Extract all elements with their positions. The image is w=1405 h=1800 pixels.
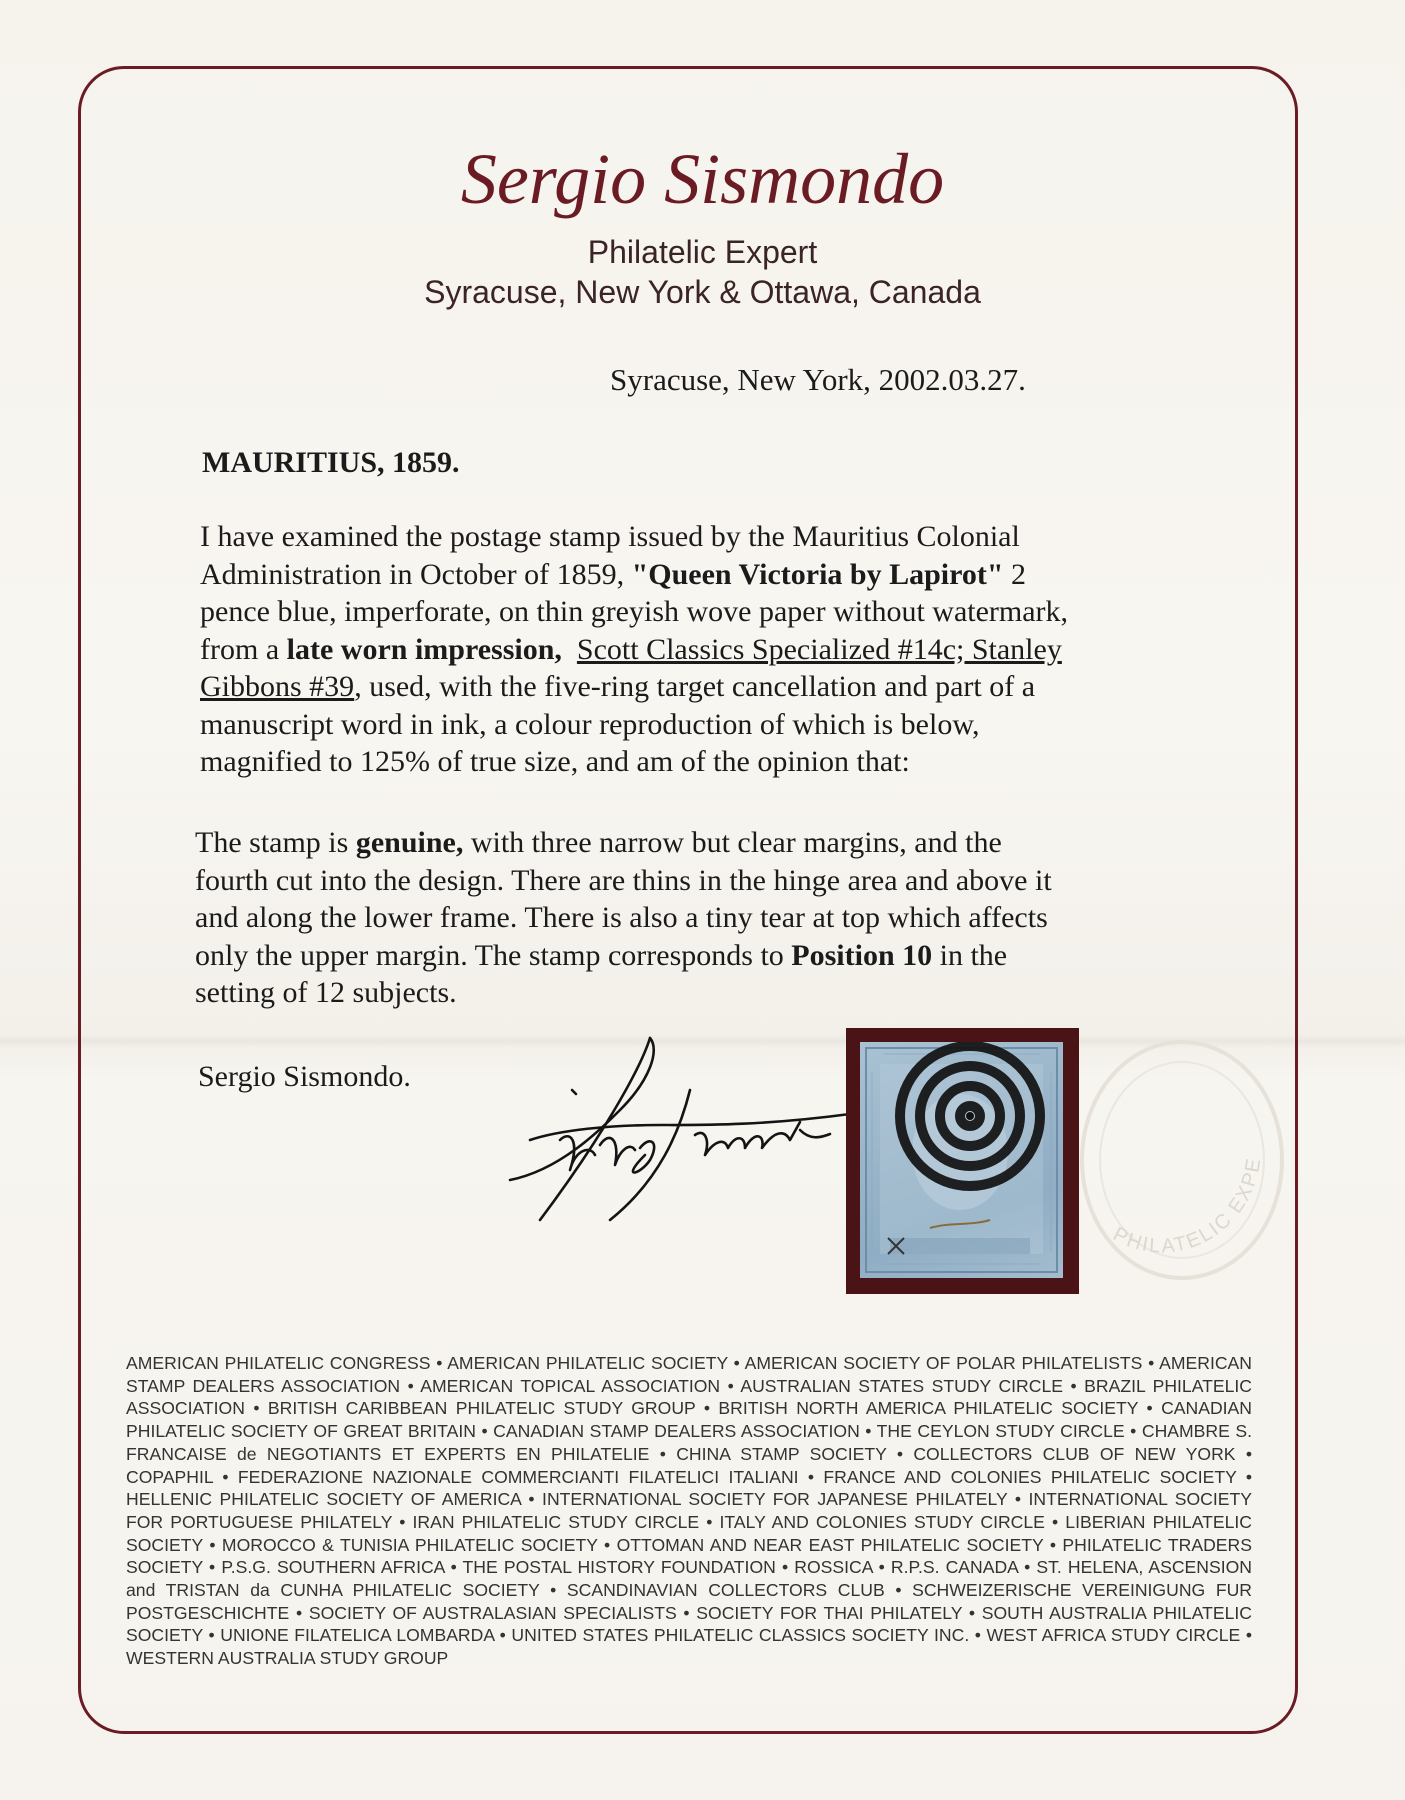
p2-text: fourth cut into the design. There are thins in the hinge area and above it <box>195 863 1052 897</box>
p1-text: magnified to 125% of true size, and am of the opinion that: <box>200 745 910 778</box>
expert-location: Syracuse, New York & Ottawa, Canada <box>424 274 981 310</box>
examination-paragraph <box>200 518 1068 781</box>
p1-text: manuscript word in ink, a colour reproduction of which is below, <box>200 707 980 741</box>
p1-bold-impression: late worn impression, <box>286 632 562 666</box>
p2-text: in the <box>932 938 1008 972</box>
p1-text: 2 <box>1003 557 1027 591</box>
signatory-name: Sergio Sismondo. <box>198 1060 411 1093</box>
p2-text: and along the lower frame. There is also a tiny tear at top which affects <box>195 901 1048 934</box>
svg-text:PHILATELIC EXPE <box>1109 1155 1265 1257</box>
p1-text: , used, with the five-ring target cancellation and part of a <box>354 670 1036 703</box>
p2-bold-position: Position 10 <box>791 938 933 972</box>
p1-catalog-ref: Scott Classics Specialized #14c; Stanley <box>576 632 1062 666</box>
dateline: Syracuse, New York, 2002.03.27. <box>610 362 1026 397</box>
expert-name-header: Sergio Sismondo <box>460 139 945 219</box>
opinion-paragraph <box>195 824 1052 1012</box>
p2-text: with three narrow but clear margins, and the <box>463 826 1002 859</box>
p1-bold-title: "Queen Victoria by Lapirot" <box>631 557 1004 591</box>
p1-catalog-ref: Gibbons #39 <box>200 670 355 703</box>
stamp-artwork <box>860 1042 1063 1278</box>
certificate-heading: MAURITIUS, 1859. <box>202 446 460 479</box>
embossed-seal <box>1072 1028 1286 1290</box>
seal-text: PHILATELIC EXPE <box>1109 1155 1266 1258</box>
p1-text <box>562 633 577 666</box>
stamp-mount <box>846 1028 1079 1294</box>
associations-footer: AMERICAN PHILATELIC CONGRESS • AMERICAN PHILATELIC SOCIETY • AMERICAN SOCIETY OF POLAR PHILATELISTS • AMERICAN STAMP DEALERS ASSOCIATION • AMERICAN TOPICAL ASSOCIATION • AUSTRALIAN STATES STUDY CIRCLE • BRAZIL PHILATELIC ASSOCIATION • BRITISH CARIBBEAN PHILATELIC STUDY GROUP • BRITISH NORTH AMERICA PHILATELIC SOCIETY • CANADIAN PHILATELIC SOCIETY OF GREAT BRITAIN • CANADIAN STAMP DEALERS ASSOCIATION • THE CEYLON STUDY CIRCLE • CHAMBRE S. FRANCAISE de NEGOTIANTS ET EXPERTS EN PHILATELIE • CHINA STAMP SOCIETY • COLLECTORS CLUB OF NEW YORK • COPAPHIL • FEDERAZIONE NAZIONALE COMMERCIANTI FILATELICI ITALIANI • FRANCE AND COLONIES PHILATELIC SOCIETY • HELLENIC PHILATELIC SOCIETY OF AMERICA • INTERNATIONAL SOCIETY FOR JAPANESE PHILATELY • INTERNATIONAL SOCIETY FOR PORTUGUESE PHILATELY • IRAN PHILATELIC STUDY CIRCLE • ITALY AND COLONIES STUDY CIRCLE • LIBERIAN PHILATELIC SOCIETY • MOROCCO & TUNISIA PHILATELIC SOCIETY • OTTOMAN AND NEAR EAST PHILATELIC SOCIETY • PHILATELIC TRADERS SOCIETY • P.S.G. SOUTHERN AFRICA • THE POSTAL HISTORY FOUNDATION • ROSSICA • R.P.S. CANADA • ST. HELENA, ASCENSION and TRISTAN da CUNHA PHILATELIC SOCIETY • SCANDINAVIAN COLLECTORS CLUB • SCHWEIZERISCHE VEREINIGUNG FUR POSTGESCHICHTE • SOCIETY OF AUSTRALASIAN SPECIALISTS • SOCIETY FOR THAI PHILATELY • SOUTH AUSTRALIA PHILATELIC SOCIETY • UNIONE FILATELICA LOMBARDA • UNITED STATES PHILATELIC CLASSICS SOCIETY INC. • WEST AFRICA STUDY CIRCLE • WESTERN AUSTRALIA STUDY GROUP <box>126 1353 1252 1669</box>
stamp-image <box>860 1042 1063 1278</box>
p2-text: setting of 12 subjects. <box>195 976 457 1009</box>
p1-text: pence blue, imperforate, on thin greyish wove paper without watermark, <box>200 595 1069 628</box>
handwritten-signature <box>500 1030 860 1230</box>
p2-bold-genuine: genuine, <box>355 826 464 859</box>
p1-text: I have examined the postage stamp issued by the Mauritius Colonial <box>200 520 1020 553</box>
p1-text: from a <box>200 632 287 666</box>
p1-text: Administration in October of 1859, <box>200 557 632 591</box>
p2-text: The stamp is <box>195 826 356 859</box>
expert-title: Philatelic Expert <box>587 234 818 270</box>
p2-text: only the upper margin. The stamp corresponds to <box>195 938 792 972</box>
